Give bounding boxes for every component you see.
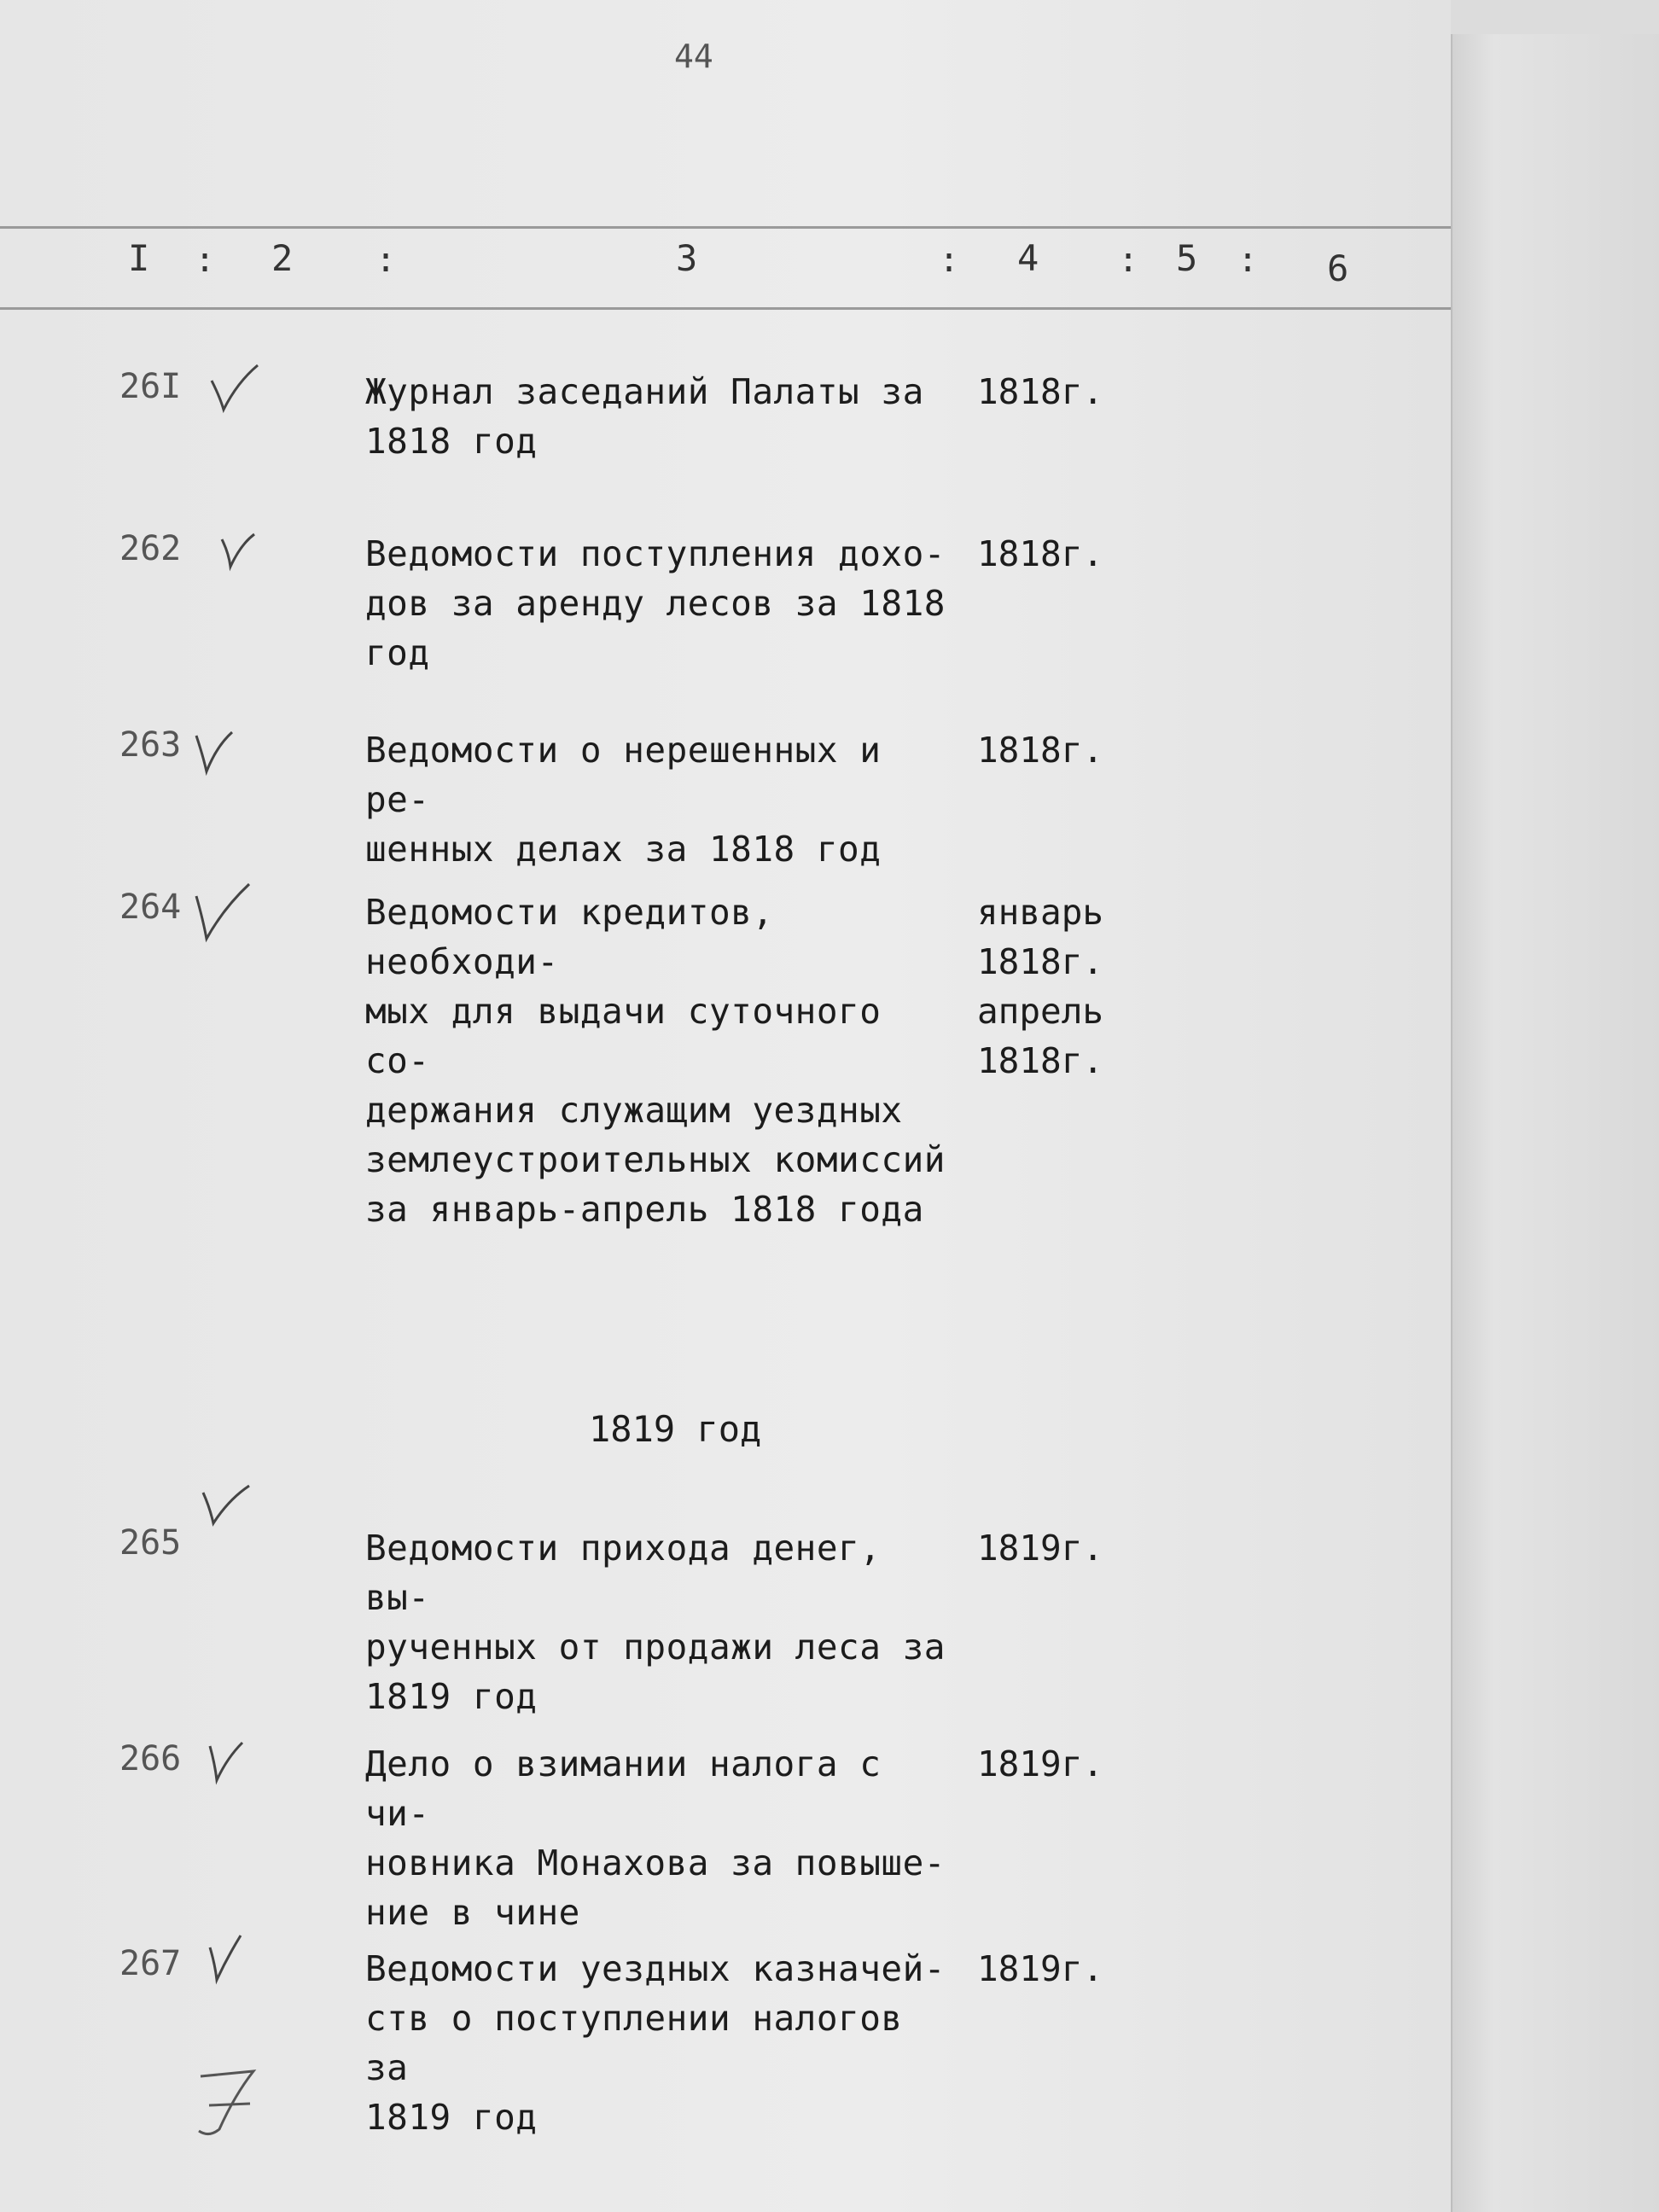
column-header-6: 6: [1327, 247, 1349, 289]
entry-description: Дело о взимании налога с чи- новника Монахова за повыше- ние в чине: [365, 1743, 946, 1933]
column-separator: :: [1237, 241, 1259, 280]
entry-date: 1818г.: [977, 730, 1104, 771]
checkmark-icon: [203, 1729, 271, 1797]
entry-number: 265: [119, 1523, 182, 1563]
page-edge-shadow: [1451, 34, 1659, 2212]
handwritten-mark-icon: [183, 2052, 277, 2146]
entry-description: Ведомости о нерешенных и ре- шенных делах за 1818 год: [365, 730, 882, 870]
checkmark-icon: [191, 715, 259, 783]
column-header-band: [0, 226, 1451, 310]
column-separator: :: [939, 241, 960, 280]
column-header-3: 3: [676, 237, 698, 279]
column-separator: :: [375, 241, 397, 280]
entry-description: Ведомости кредитов, необходи- мых для выдачи суточного со- держания служащим уездных землеустроительных комиссий за январь-апрель 1818 года: [365, 892, 946, 1230]
column-separator: :: [195, 241, 216, 280]
entry-description: Журнал заседаний Палаты за 1818 год: [365, 371, 924, 462]
entry-date: 1819г.: [977, 1743, 1104, 1784]
checkmark-icon: [205, 357, 273, 425]
entry-number: 26I: [119, 367, 182, 406]
entry-number: 263: [119, 725, 182, 765]
checkmark-icon: [201, 1927, 270, 1995]
entry-date: 1819г.: [977, 1528, 1104, 1569]
year-heading: 1819 год: [589, 1408, 762, 1450]
entry-number: 266: [119, 1739, 182, 1778]
column-header-1: I: [128, 237, 150, 279]
column-header-2: 2: [271, 237, 294, 279]
entry-description: Ведомости прихода денег, вы- рученных от продажи леса за 1819 год: [365, 1528, 946, 1717]
checkmark-icon: [189, 877, 258, 946]
entry-number: 264: [119, 888, 182, 927]
checkmark-icon: [195, 1474, 263, 1542]
entry-description: Ведомости уездных казначей- ств о поступлении налогов за 1819 год: [365, 1948, 946, 2138]
page-number: 44: [674, 38, 713, 75]
entry-description: Ведомости поступления дохо- дов за аренду лесов за 1818 год: [365, 533, 946, 673]
column-header-4: 4: [1017, 237, 1039, 279]
entry-number: 262: [119, 529, 182, 568]
entry-date: 1818г.: [977, 533, 1104, 574]
column-header-5: 5: [1176, 237, 1198, 279]
column-separator: :: [1118, 241, 1139, 280]
entry-number: 267: [119, 1944, 182, 1983]
entry-date: январь 1818г. апрель 1818г.: [977, 892, 1104, 1081]
entry-date: 1819г.: [977, 1948, 1104, 1989]
entry-date: 1818г.: [977, 371, 1104, 412]
checkmark-icon: [213, 519, 282, 587]
